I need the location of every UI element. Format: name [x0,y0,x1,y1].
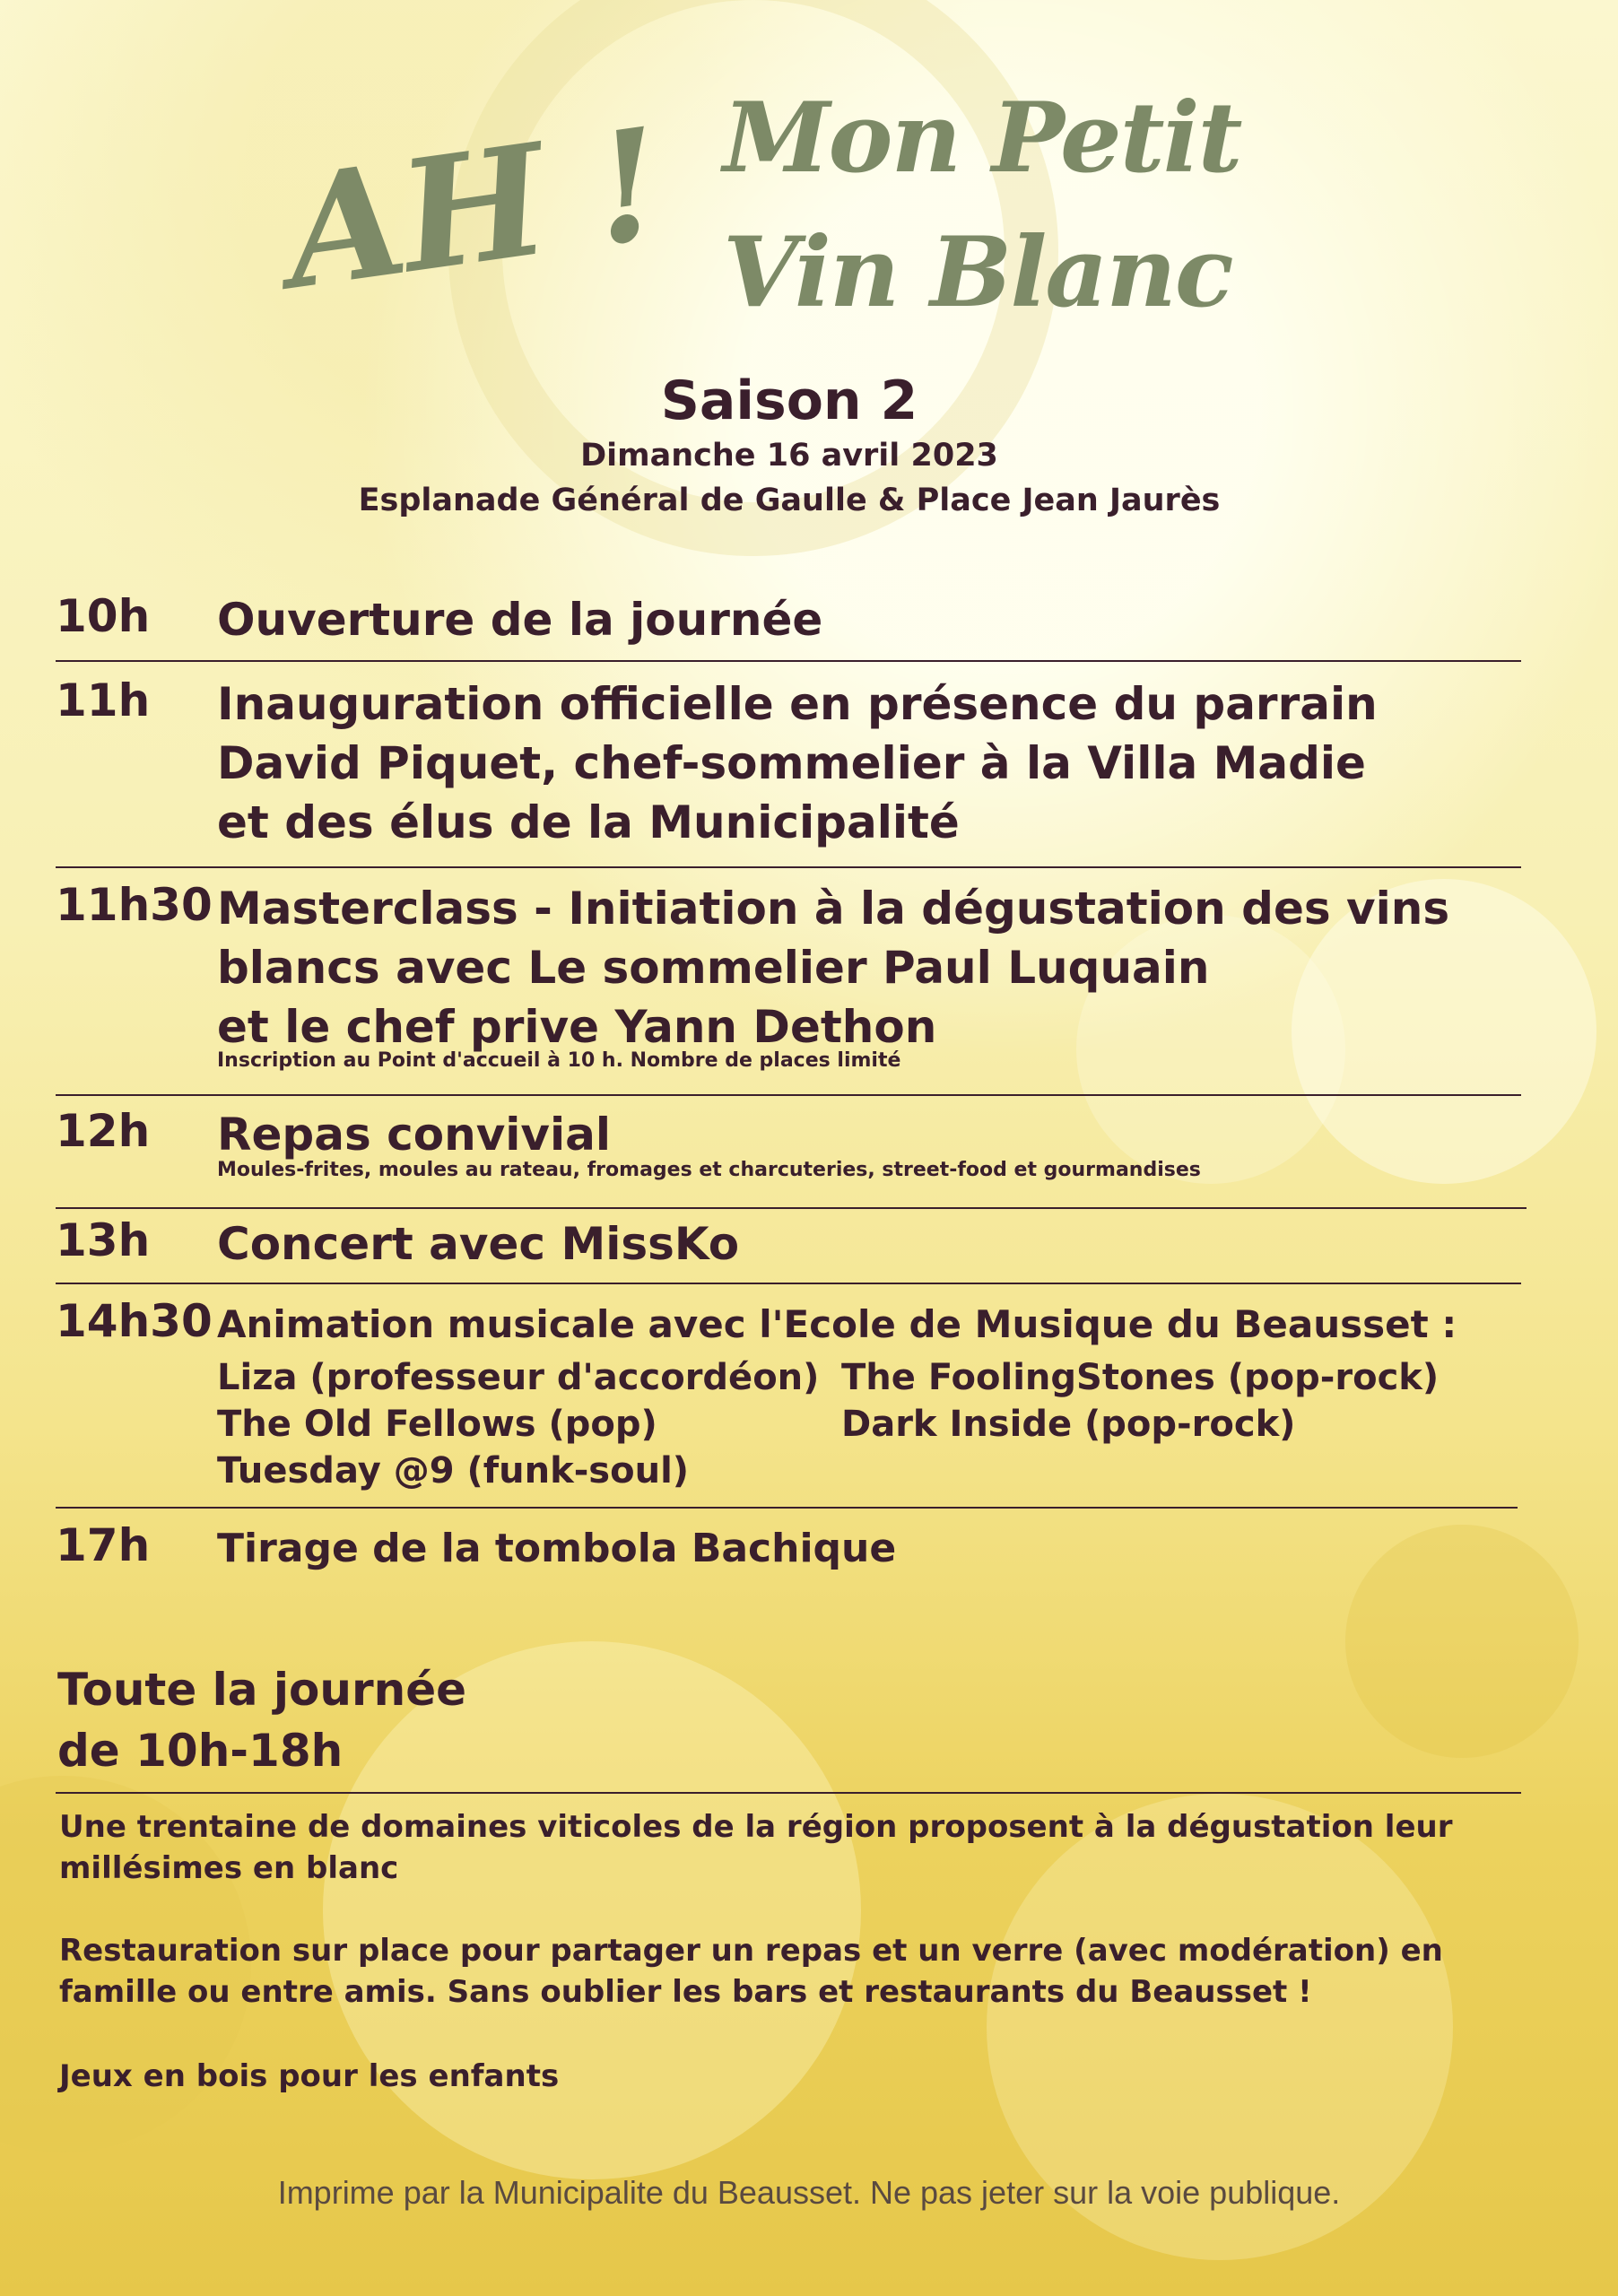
band-item: Tuesday @9 (funk-soul) [217,1450,690,1492]
schedule-text-line: blancs avec Le sommelier Paul Luquain [217,942,1210,994]
title-mon-petit: Mon Petit [723,82,1241,195]
title-ah: AH ! [274,93,672,325]
schedule-time: 17h [56,1519,151,1571]
schedule-text [217,674,1527,852]
schedule-text-line: et des élus de la Municipalité [217,796,960,848]
schedule-time: 12h [56,1105,151,1157]
schedule-text-line: Masterclass - Initiation à la dégustation des vins [217,883,1450,935]
paragraph-line: Jeux en bois pour les enfants [59,2058,560,2094]
band-item: The FoolingStones (pop-rock) [841,1357,1440,1398]
all-day-heading [57,1659,466,1781]
paragraph-line: Restauration sur place pour partager un repas et un verre (avec modération) en [59,1933,1443,1969]
divider [56,1094,1521,1096]
paragraph-line: famille ou entre amis. Sans oublier les bars et restaurants du Beausset ! [59,1974,1312,2010]
paragraph-line: Une trentaine de domaines viticoles de la région proposent à la dégustation leur [59,1809,1453,1845]
divider [56,1207,1527,1209]
event-location: Esplanade Général de Gaulle & Place Jean Jaurès [358,483,1221,518]
all-day-heading-line: de 10h-18h [57,1725,344,1777]
schedule-text: Ouverture de la journée [217,594,823,646]
title-vin-blanc: Vin Blanc [723,216,1232,329]
all-day-paragraph [59,1930,1512,2013]
schedule-note: Moules-frites, moules au rateau, fromages et charcuteries, street-food et gourmandises [217,1159,1201,1181]
band-item: The Old Fellows (pop) [217,1404,657,1445]
schedule-text-line: Inauguration officielle en présence du parrain [217,678,1378,730]
all-day-paragraph [59,2056,1512,2097]
paragraph-line: millésimes en blanc [59,1850,399,1886]
band-item: Liza (professeur d'accordéon) [217,1357,820,1398]
schedule-text: Animation musicale avec l'Ecole de Musique du Beausset : [217,1302,1457,1346]
schedule-text: Tirage de la tombola Bachique [217,1526,897,1571]
schedule-time: 13h [56,1214,151,1266]
schedule-note: Inscription au Point d'accueil à 10 h. Nombre de places limité [217,1049,901,1072]
schedule-text [217,879,1527,1057]
divider [56,866,1521,868]
schedule-text-line: et le chef prive Yann Dethon [217,1001,937,1053]
footer-disclaimer: Imprime par la Municipalite du Beausset. Ne pas jeter sur la voie publique. [277,2174,1341,2211]
schedule-time: 10h [56,590,151,642]
band-list-left [217,1354,819,1494]
schedule-time: 11h30 [56,879,213,931]
schedule-text-line: David Piquet, chef-sommelier à la Villa Madie [217,737,1366,789]
divider [56,1283,1521,1284]
divider [56,1792,1521,1794]
event-date: Dimanche 16 avril 2023 [580,438,998,474]
band-list-right [841,1354,1439,1448]
divider [56,1507,1518,1509]
schedule-text: Concert avec MissKo [217,1218,740,1270]
schedule-time: 11h [56,674,151,726]
all-day-paragraph [59,1806,1512,1889]
all-day-heading-line: Toute la journée [57,1664,467,1716]
divider [56,660,1521,662]
band-item: Dark Inside (pop-rock) [841,1404,1296,1445]
season-label: Saison 2 [660,370,918,432]
schedule-text: Repas convivial [217,1109,612,1161]
schedule-time: 14h30 [56,1295,213,1347]
